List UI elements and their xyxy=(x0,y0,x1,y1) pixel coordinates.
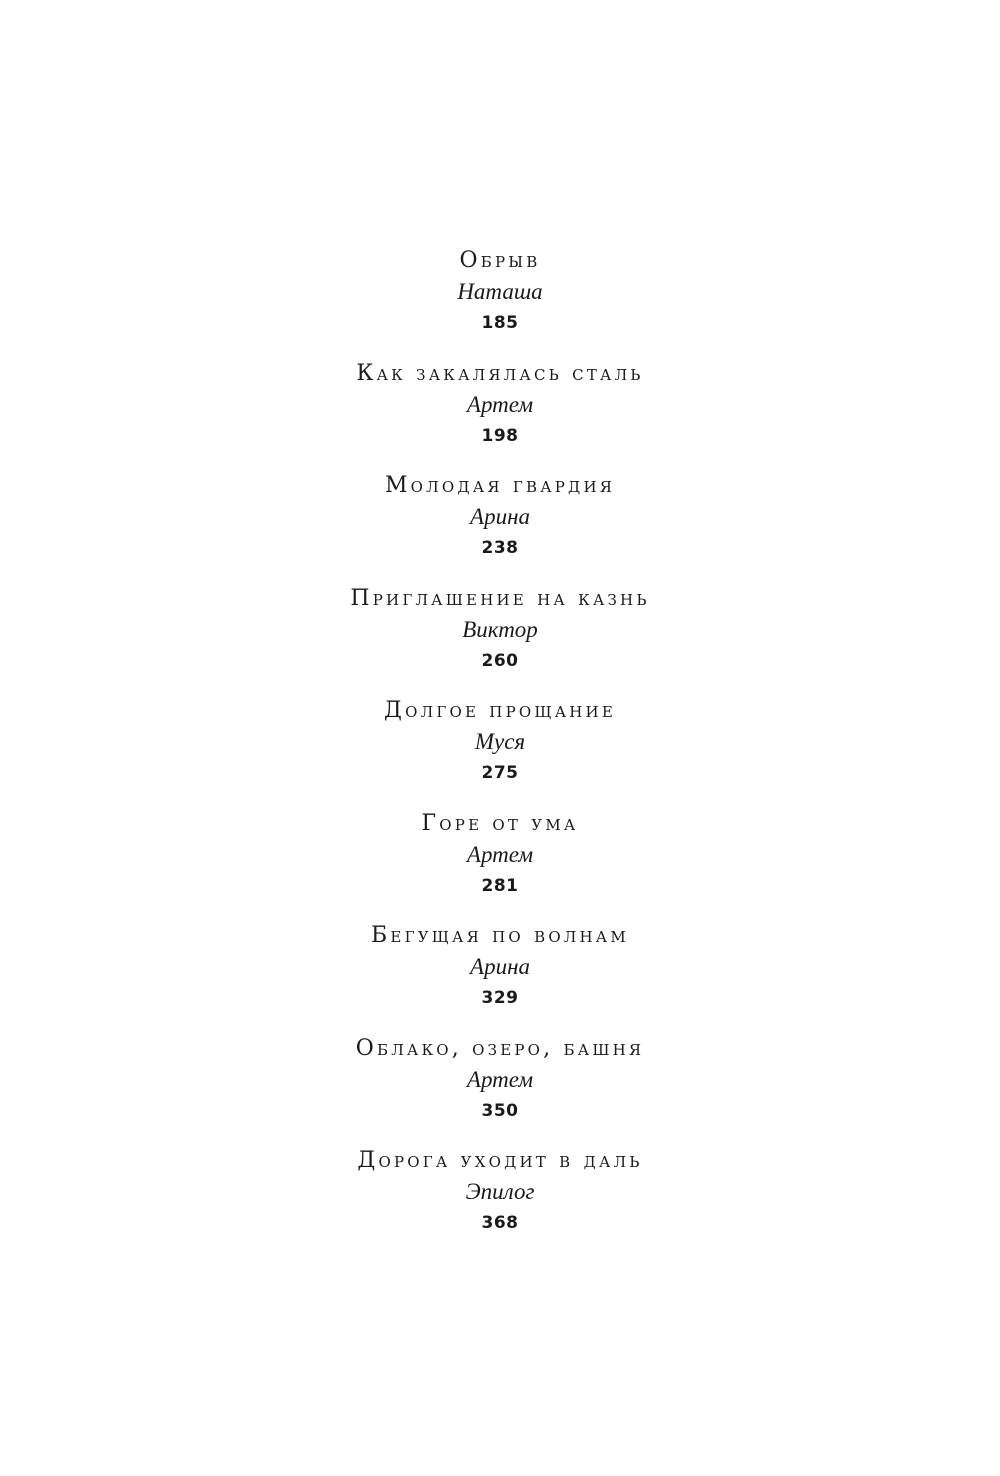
toc-entry xyxy=(0,1034,1000,1147)
chapter-page-number: 260 xyxy=(481,650,519,671)
chapter-page-number: 329 xyxy=(481,988,519,1008)
chapter-title: Облако, озеро, башня xyxy=(355,1035,645,1061)
chapter-title: Приглашение на казнь xyxy=(350,585,650,611)
toc-entry xyxy=(0,584,1000,697)
chapter-narrator: Артем xyxy=(466,841,534,867)
chapter-narrator: Виктор xyxy=(462,616,538,642)
chapter-title: Молодая гвардия xyxy=(384,473,616,498)
chapter-page-number: 238 xyxy=(481,538,519,558)
chapter-page-number: 185 xyxy=(481,313,519,333)
chapter-title: Дорога уходит в даль xyxy=(357,1148,643,1173)
chapter-page-number: 198 xyxy=(481,425,519,446)
toc-entry xyxy=(0,696,1000,809)
chapter-title: Долгое прощание xyxy=(384,698,616,723)
toc-entry xyxy=(0,359,1000,472)
chapter-narrator: Арина xyxy=(470,504,530,529)
toc-entry xyxy=(0,921,1000,1034)
chapter-narrator: Эпилог xyxy=(465,1179,535,1204)
toc-entry xyxy=(0,471,1000,584)
toc-entry xyxy=(0,809,1000,922)
chapter-narrator: Артем xyxy=(466,1066,534,1092)
chapter-title: Горе от ума xyxy=(421,810,579,836)
table-of-contents xyxy=(0,246,1000,1259)
chapter-narrator: Арина xyxy=(470,954,530,979)
chapter-narrator: Наташа xyxy=(457,279,543,304)
chapter-title: Как закалялась сталь xyxy=(356,360,644,386)
chapter-page-number: 368 xyxy=(481,1213,519,1233)
chapter-page-number: 281 xyxy=(481,875,519,896)
chapter-page-number: 275 xyxy=(481,763,519,783)
toc-entry xyxy=(0,246,1000,359)
chapter-title: Обрыв xyxy=(459,248,541,273)
chapter-page-number: 350 xyxy=(481,1100,519,1121)
chapter-narrator: Артем xyxy=(466,391,534,417)
chapter-title: Бегущая по волнам xyxy=(371,923,629,948)
toc-entry xyxy=(0,1146,1000,1259)
chapter-narrator: Муся xyxy=(474,729,526,754)
